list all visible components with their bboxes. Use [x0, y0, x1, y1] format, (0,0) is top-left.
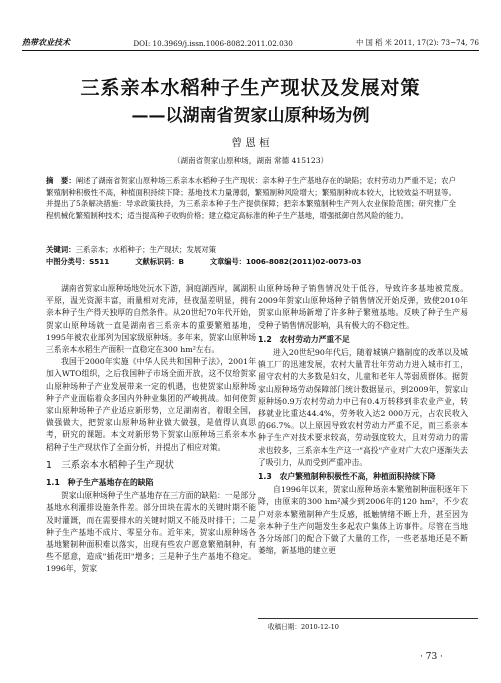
- article-number: 文章编号：1006-8082(2011)02-0073-03: [209, 257, 362, 266]
- document-code: 文献标识码：B: [135, 257, 184, 266]
- paper-title: 三系亲本水稻种子生产现状及发展对策: [80, 77, 421, 99]
- body-paragraph: 山原种场种子销售情况处于低谷，导致许多基地被荒废。2009年贺家山原种场种子销售情况开始反弹，致使2010年贺家山原种场新增了许多种子繁殖基地。反映了种子生产易受种子销售情况影响，具有极大的不稳定性。: [258, 284, 468, 330]
- received-date: 收稿日期：2010-12-10: [258, 618, 478, 631]
- body-column-left: [46, 283, 256, 576]
- body-paragraph: 进入20世纪90年代后，随着城镇户籍制度的改革以及城镇工厂的迅速发展，农村大量青壮年劳动力进入城市打工，留守农村的大多数是妇女，儿童和老年人等弱质群体。据贺家山原种场劳动保障部门统计数据显示，到2009年，贺家山原种场0.9万农村劳动力中已有0.4万转移到非农业产业，转移就业比重达44.4%，劳务收入达2 000万元，占农民收入的66.7%。以上原因导致农村劳动力严重不足，而三系亲本种子生产对技术要求较高，劳动强度较大，且对劳动力的需求也较多，三系亲本生产这一"高投"产业对广大农户逐渐失去了吸引力，从而受到严重冲击。: [258, 348, 468, 467]
- abstract-text: 阐述了湖南省贺家山原种场三系亲本水稻种子生产现状：亲本种子生产基地存在的缺陷；农村劳动力严重不足；农户繁殖制种积极性不高，种植面积持续下降；基地技术力量薄弱，繁殖制种风险增大；繁殖制种成本较大，比较效益不明显等。并提出了5条解决措施：导求政策扶持，为三系亲本种子生产提供保障；把亲本繁殖制种生产列入农业保险范围；研究推广全程机械化繁殖制种技术；适当提高种子收购价格；建立稳定高标准的种子生产基地，增强抵御自然风险的能力。: [46, 176, 456, 220]
- journal-name: 热带农业技术: [22, 37, 70, 47]
- keywords-label: 关键词：: [46, 245, 76, 254]
- doi: DOI: 10.3969/j.issn.1006-8082.2011.02.030: [133, 39, 293, 48]
- author: 曾 恩 桓: [231, 137, 270, 149]
- affiliation: （湖南省贺家山原种场，湖南 常德 415123）: [172, 156, 329, 165]
- paper-subtitle: ——以湖南省贺家山原种场为例: [131, 106, 370, 126]
- clc-number: 中图分类号：S511: [46, 257, 110, 266]
- body-paragraph: 自1996年以来，贺家山原种场亲本繁殖制种面积逐年下降，由原来的300 hm²减少到2006年的120 hm²，不少农户对亲本繁殖制种产生反感，抵触情绪不断上升，甚至因为亲本种子生产问题发生多起农户集体上访事件。尽管在当地各分场部门的配合下做了大量的工作，一些老基地还是不断萎缩，新基地的建立更: [258, 485, 468, 556]
- subsection-heading: 1.1 种子生产基地存在的缺陷: [46, 478, 154, 488]
- issue-info: 中 国 稻 米 2011, 17(2): 73~74, 76: [356, 38, 479, 47]
- keywords-text: 三系亲本；水稻种子；生产现状；发展对策: [75, 245, 217, 254]
- page-number: · 73 ·: [420, 652, 443, 662]
- classification-meta: [46, 257, 456, 267]
- body-paragraph: 我国于2000年实施《中华人民共和国种子法》，2001年加入WTO组织，之后我国种子市场全面开放，这不仅给贺家山原种场种子产业发展带来一定的机遇，也使贺家山原种场种子产业面临着众多国内外种业集团的严峻挑战。如何使贺家山原种场种子产业适应新形势，立足湖南省，着眼全国，做强做大，把贺家山原种场种业做大做强，是值得认真思考，研究的课题。本文对新形势下贺家山原种场三系亲本水稻种子生产现状作了全面分析，并提出了相应对策。: [46, 357, 256, 452]
- running-header: [22, 34, 479, 51]
- abstract-label: 摘 要：: [46, 176, 76, 185]
- abstract: [46, 175, 456, 221]
- subsection-heading: 1.2 农村劳动力严重不足: [258, 334, 350, 344]
- body-column-right: [258, 283, 468, 557]
- section-heading: 1 三系亲本水稻种子生产现状: [46, 459, 174, 471]
- body-paragraph: 贺家山原种场种子生产基地存在三方面的缺陷：一是部分基地水利灌排设施条件差。部分田块在需水的关键时期不能及时灌溉，而在需要排水的关键时期又不能及时排干；二是种子生产基地不成片、零星分布。近年来，贺家山原种场各基地繁制种面积难以落实，出现有些农户愿意繁殖制种，有些不愿意，造成"插花田"增多；三是种子生产基地不稳定。1996年，贺家: [46, 491, 256, 574]
- subsection-heading: 1.3 农户繁殖制种积极性不高，种植面积持续下降: [258, 472, 436, 482]
- body-paragraph: 湖南省贺家山原种场地处沅水下游，洞庭湖西岸，属湖积平原，温光资源丰富，雨量相对充沛，昼夜温差明显，拥有亲本种子生产得天独厚的自然条件。从20世纪70年代开始，贺家山原种场就一直是湖南省三系亲本的重要繁殖基地，1995年被农业部列为国家级原种场。多年来，贺家山原种场三系亲本水稻生产面积一直稳定在300 hm²左右。: [46, 284, 256, 355]
- keywords: [46, 244, 456, 256]
